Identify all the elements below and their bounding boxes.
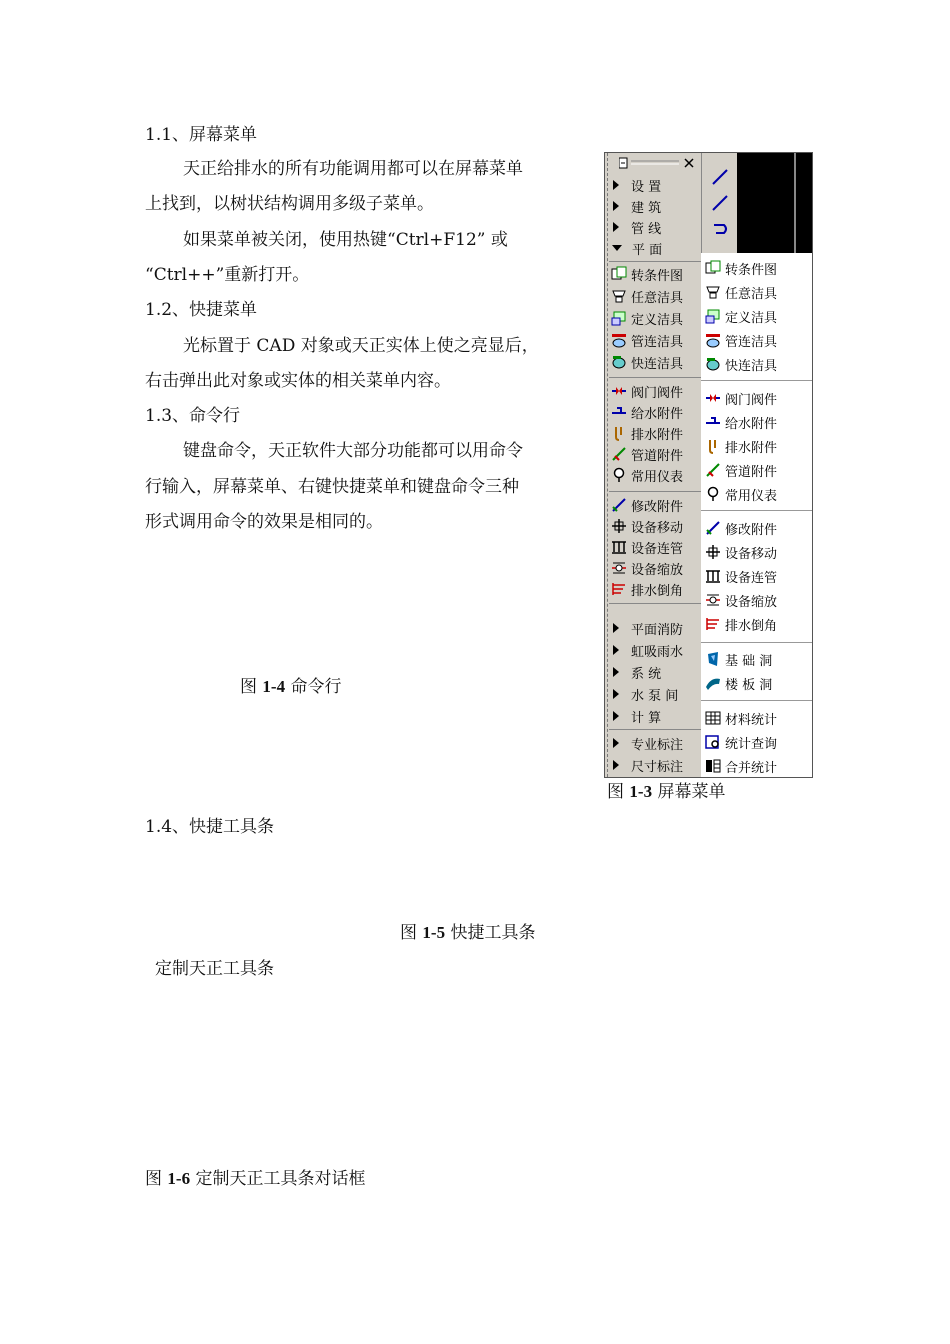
menu-bottom-item-3[interactable] — [609, 684, 678, 704]
submenu-arrow-icon — [613, 738, 619, 748]
menu-left-item-11[interactable] — [611, 516, 683, 536]
cad-drawing-area — [736, 153, 813, 253]
menu-bottom-item-4[interactable] — [609, 706, 661, 726]
submenu-item-label: 管连洁具 — [725, 334, 778, 350]
move-icon — [705, 544, 721, 560]
heading-1-4: 1.4、快捷工具条 — [145, 817, 275, 837]
submenu-item-label: 修改附件 — [725, 522, 778, 538]
menu-bottom-item-label: 虹吸雨水 — [631, 644, 684, 660]
menu-bottom-item-2[interactable] — [609, 662, 661, 682]
menu-left-item-label: 定义洁具 — [631, 312, 684, 328]
expanded-arrow-icon — [612, 245, 622, 251]
menu-top-item-3[interactable] — [609, 238, 662, 258]
menu-bottom-item-0[interactable] — [609, 618, 683, 638]
menu-left-item-9[interactable] — [611, 465, 683, 485]
caption-prefix: 图 — [240, 677, 263, 697]
menu-left-item-label: 设备移动 — [631, 520, 684, 536]
submenu-item-label: 设备移动 — [725, 546, 778, 562]
submenu-item-label: 管道附件 — [725, 464, 778, 480]
submenu-item-label: 统计查询 — [725, 736, 778, 752]
submenu-item-16[interactable] — [705, 673, 772, 693]
quick-fixture-icon — [705, 356, 721, 372]
menu-bottom-item-label: 专业标注 — [631, 737, 684, 753]
submenu-item-3[interactable] — [705, 330, 777, 350]
modify-icon — [705, 520, 721, 536]
screen-menu-panel — [604, 152, 813, 778]
menu-left-item-label: 排水倒角 — [631, 583, 684, 599]
para-5: 定制天正工具条 — [155, 959, 274, 979]
submenu-separator — [701, 510, 812, 511]
heading-1-1: 1.1、屏幕菜单 — [145, 125, 258, 145]
submenu-item-13[interactable] — [705, 590, 777, 610]
menu-left-item-3[interactable] — [611, 330, 683, 350]
submenu-item-4[interactable] — [705, 354, 777, 374]
caption-number: 1-5 — [422, 923, 446, 942]
scale-icon — [705, 592, 721, 608]
move-icon — [611, 518, 627, 534]
para-2-line2: “Ctrl++”重新打开。 — [145, 265, 310, 285]
convert-icon — [611, 266, 627, 282]
submenu-item-label: 常用仪表 — [725, 488, 778, 504]
drain-icon — [705, 438, 721, 454]
submenu-item-label: 设备连管 — [725, 570, 778, 586]
valve-icon — [611, 383, 627, 399]
submenu-item-label: 给水附件 — [725, 416, 778, 432]
submenu-item-label: 设备缩放 — [725, 594, 778, 610]
submenu-separator — [701, 380, 812, 381]
para-4-line2: 行输入，屏幕菜单、右键快捷菜单和键盘命令三种 — [145, 477, 519, 497]
menu-separator — [609, 603, 701, 604]
caption-number: 1-3 — [629, 782, 653, 801]
supply-icon — [705, 414, 721, 430]
menu-separator — [609, 377, 701, 378]
submenu-item-17[interactable] — [705, 708, 777, 728]
submenu-item-9[interactable] — [705, 484, 777, 504]
submenu-item-0[interactable] — [705, 258, 777, 278]
menu-separator — [609, 491, 701, 492]
menu-left-item-label: 设备缩放 — [631, 562, 684, 578]
caption-prefix: 图 — [607, 782, 630, 802]
menu-top-item-label: 平 面 — [632, 242, 663, 258]
menu-left-item-label: 常用仪表 — [631, 469, 684, 485]
para-3-line2: 右击弹出此对象或实体的相关菜单内容。 — [145, 371, 451, 391]
fixture-icon — [705, 284, 721, 300]
stat-query-icon — [705, 734, 721, 750]
caption-prefix: 图 — [400, 923, 423, 943]
menu-left-item-label: 管连洁具 — [631, 334, 684, 350]
meter-icon — [705, 486, 721, 502]
submenu-item-label: 材料统计 — [725, 712, 778, 728]
submenu-arrow-icon — [613, 623, 619, 633]
submenu-separator — [701, 700, 812, 701]
submenu-arrow-icon — [613, 689, 619, 699]
modify-icon — [611, 497, 627, 513]
cad-draw-toolbar — [701, 153, 737, 253]
submenu-item-18[interactable] — [705, 732, 777, 752]
caption-text: 命令行 — [285, 677, 342, 697]
para-3-line1: 光标置于 CAD 对象或天正实体上使之亮显后， — [183, 336, 539, 356]
menu-bottom-item-label: 平面消防 — [631, 622, 684, 638]
menu-top-item-label: 管 线 — [631, 221, 662, 237]
caption-number: 1-4 — [262, 677, 286, 696]
merge-stat-icon — [705, 758, 721, 774]
polyline-tool-icon[interactable] — [710, 193, 730, 213]
submenu-arrow-icon — [613, 222, 619, 232]
menu-left-item-label: 排水附件 — [631, 427, 684, 443]
menu-left-item-label: 快连洁具 — [631, 356, 684, 372]
menu-left-item-12[interactable] — [611, 537, 683, 557]
para-1-line2: 上找到，以树状结构调用多级子菜单。 — [145, 194, 434, 214]
submenu-item-2[interactable] — [705, 306, 777, 326]
menu-left-item-1[interactable] — [611, 286, 683, 306]
menu-left-item-label: 给水附件 — [631, 406, 684, 422]
floor-hole-icon — [705, 675, 721, 691]
submenu-item-label: 转条件图 — [725, 262, 778, 278]
submenu-item-15[interactable] — [705, 649, 772, 669]
convert-icon — [705, 260, 721, 276]
menu-left-item-label: 管道附件 — [631, 448, 684, 464]
para-2-line1: 如果菜单被关闭，使用热键“Ctrl+F12” 或 — [183, 230, 508, 250]
menu-left-item-4[interactable] — [611, 352, 683, 372]
menu-top-item-label: 建 筑 — [631, 200, 662, 216]
submenu-item-6[interactable] — [705, 412, 777, 432]
submenu-arrow-icon — [613, 201, 619, 211]
heading-1-2: 1.2、快捷菜单 — [145, 300, 258, 320]
submenu-item-8[interactable] — [705, 460, 777, 480]
submenu-arrow-icon — [613, 711, 619, 721]
define-fixture-icon — [705, 308, 721, 324]
pipe-accessory-icon — [611, 446, 627, 462]
menu-bottom-item-5[interactable] — [609, 733, 683, 753]
submenu-separator — [701, 642, 812, 643]
menu-left-item-13[interactable] — [611, 558, 683, 578]
caption-text: 快捷工具条 — [445, 923, 536, 943]
menu-bottom-item-label: 尺寸标注 — [631, 759, 684, 775]
menu-top-item-1[interactable] — [609, 196, 661, 216]
menu-bottom-item-1[interactable] — [609, 640, 683, 660]
menu-bottom-item-label: 系 统 — [631, 666, 662, 682]
caption-fig-1-3 — [607, 782, 725, 802]
submenu-item-7[interactable] — [705, 436, 777, 456]
submenu-item-label: 快连洁具 — [725, 358, 778, 374]
pipe-accessory-icon — [705, 462, 721, 478]
caption-text: 屏幕菜单 — [652, 782, 726, 802]
menu-separator — [609, 729, 701, 730]
quick-fixture-icon — [611, 354, 627, 370]
caption-fig-1-5 — [400, 923, 535, 943]
scale-icon — [611, 560, 627, 576]
para-4-line3: 形式调用命令的效果是相同的。 — [145, 512, 383, 532]
menu-left-item-5[interactable] — [611, 381, 683, 401]
chamfer-icon — [705, 616, 721, 632]
menu-left-item-0[interactable] — [611, 264, 683, 284]
menu-left-item-6[interactable] — [611, 402, 683, 422]
submenu-item-label: 任意洁具 — [725, 286, 778, 302]
meter-icon — [611, 467, 627, 483]
submenu-item-1[interactable] — [705, 282, 777, 302]
menu-bottom-item-label: 计 算 — [631, 710, 662, 726]
menu-left-item-label: 修改附件 — [631, 499, 684, 515]
caption-text: 定制天正工具条对话框 — [190, 1169, 366, 1189]
line-tool-icon[interactable] — [710, 167, 730, 187]
menu-bottom-item-6[interactable] — [609, 755, 683, 775]
menu-top-item-label: 设 置 — [631, 179, 662, 195]
menu-left-item-label: 转条件图 — [631, 268, 684, 284]
para-4-line1: 键盘命令，天正软件大部分功能都可以用命令 — [183, 441, 523, 461]
submenu-popup — [701, 253, 812, 778]
submenu-item-label: 阀门阀件 — [725, 392, 778, 408]
menu-left-item-2[interactable] — [611, 308, 683, 328]
menu-left-item-8[interactable] — [611, 444, 683, 464]
material-stat-icon — [705, 710, 721, 726]
dock-grip[interactable] — [607, 153, 608, 777]
submenu-item-label: 排水倒角 — [725, 618, 778, 634]
caption-number: 1-6 — [167, 1169, 191, 1188]
menu-left-item-label: 阀门阀件 — [631, 385, 684, 401]
drain-icon — [611, 425, 627, 441]
menu-left-column — [609, 153, 701, 777]
menu-top-item-0[interactable] — [609, 175, 661, 195]
fixture-icon — [611, 288, 627, 304]
menu-separator — [609, 261, 701, 262]
submenu-arrow-icon — [613, 180, 619, 190]
supply-icon — [611, 404, 627, 420]
submenu-item-label: 排水附件 — [725, 440, 778, 456]
submenu-item-5[interactable] — [705, 388, 777, 408]
menu-left-item-label: 设备连管 — [631, 541, 684, 557]
submenu-arrow-icon — [613, 760, 619, 770]
submenu-arrow-icon — [613, 667, 619, 677]
caption-prefix: 图 — [145, 1169, 168, 1189]
pipe-fixture-icon — [705, 332, 721, 348]
caption-fig-1-4 — [240, 677, 341, 697]
submenu-item-19[interactable] — [705, 756, 777, 776]
menu-left-item-14[interactable] — [611, 579, 683, 599]
heading-1-3: 1.3、命令行 — [145, 406, 241, 426]
menu-left-item-10[interactable] — [611, 495, 683, 515]
submenu-item-label: 楼 板 洞 — [725, 677, 773, 693]
menu-left-item-label: 任意洁具 — [631, 290, 684, 306]
arc-tool-icon[interactable] — [710, 219, 730, 239]
valve-icon — [705, 390, 721, 406]
connect-icon — [705, 568, 721, 584]
pipe-fixture-icon — [611, 332, 627, 348]
menu-titlebar — [619, 157, 695, 169]
submenu-item-11[interactable] — [705, 542, 777, 562]
submenu-item-14[interactable] — [705, 614, 777, 634]
para-1-line1: 天正给排水的所有功能调用都可以在屏幕菜单 — [183, 159, 523, 179]
submenu-item-label: 基 础 洞 — [725, 653, 773, 669]
menu-left-item-7[interactable] — [611, 423, 683, 443]
caption-fig-1-6 — [145, 1169, 365, 1189]
chamfer-icon — [611, 581, 627, 597]
submenu-arrow-icon — [613, 645, 619, 655]
menu-top-item-2[interactable] — [609, 217, 661, 237]
connect-icon — [611, 539, 627, 555]
submenu-item-12[interactable] — [705, 566, 777, 586]
submenu-item-label: 定义洁具 — [725, 310, 778, 326]
define-fixture-icon — [611, 310, 627, 326]
menu-bottom-item-label: 水 泵 间 — [631, 688, 679, 704]
foundation-hole-icon — [705, 651, 721, 667]
submenu-item-label: 合并统计 — [725, 760, 778, 776]
submenu-item-10[interactable] — [705, 518, 777, 538]
